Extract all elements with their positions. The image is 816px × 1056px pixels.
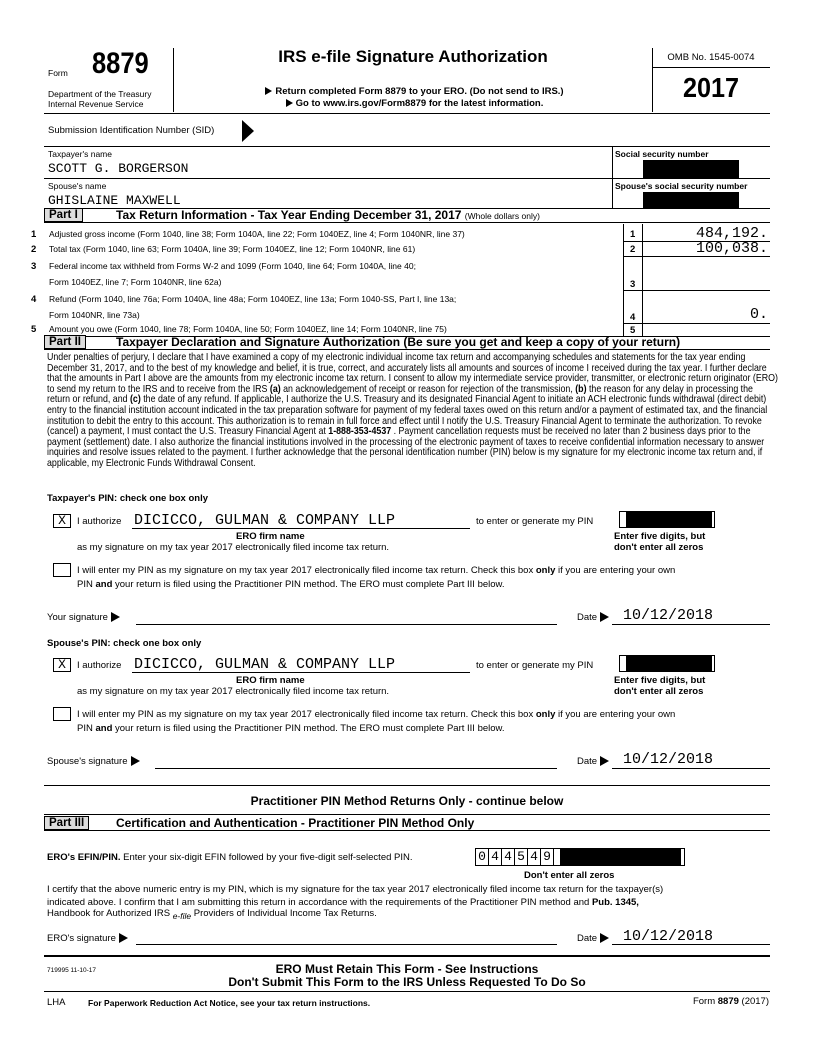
arrow-icon (600, 612, 609, 622)
arrow-icon (286, 99, 293, 107)
arrow-icon (131, 756, 140, 766)
efin-digit: 4 (502, 849, 515, 865)
ero-date[interactable]: 10/12/2018 (623, 928, 714, 945)
part1-header (44, 208, 770, 223)
spouse-self-pin-checkbox[interactable] (53, 707, 71, 721)
spouse-ero-firm-name[interactable]: DICICCO, GULMAN & COMPANY LLP (134, 656, 396, 673)
arrow-icon (111, 612, 120, 622)
arrow-icon (600, 933, 609, 943)
omb-number: OMB No. 1545-0074 (667, 52, 755, 63)
instruction-website[interactable]: Go to www.irs.gov/Form8879 for the latest information. (295, 98, 544, 109)
form-code: 719995 11-10-17 (47, 967, 97, 974)
irs-label: Internal Revenue Service (48, 99, 144, 109)
self-pin-checkbox[interactable] (53, 563, 71, 577)
agi-value[interactable]: 484,192. (695, 225, 768, 242)
lha-label: LHA (47, 997, 66, 1008)
part1-title: Tax Return Information - Tax Year Ending December 31, 2017 (116, 208, 462, 222)
taxpayer-name-label: Taxpayer's name (48, 149, 112, 159)
pin-redacted (560, 849, 681, 865)
part2-header (44, 335, 770, 350)
spouse-date[interactable]: 10/12/2018 (623, 751, 714, 768)
retain-notice: ERO Must Retain This Form - See Instructions (275, 962, 539, 976)
your-signature-line[interactable] (136, 624, 557, 625)
taxpayer-pin-title: Taxpayer's PIN: check one box only (47, 493, 208, 504)
spouse-ssn-label: Spouse's social security number (615, 181, 748, 191)
efin-digit: 4 (528, 849, 541, 865)
paperwork-notice: For Paperwork Reduction Act Notice, see your tax return instructions. (88, 998, 371, 1008)
efin-digit: 4 (489, 849, 502, 865)
total-tax-value[interactable]: 100,038. (695, 240, 768, 257)
authorize-label: I authorize (77, 516, 122, 527)
part1-label: Part I (44, 208, 83, 222)
efin-digit: 9 (541, 849, 554, 865)
arrow-icon (119, 933, 128, 943)
arrow-icon (600, 756, 609, 766)
efin-digit: 0 (476, 849, 489, 865)
efin-label: ERO's EFIN/PIN. (47, 852, 121, 863)
form-label: Form (48, 68, 68, 78)
ssn-redacted (643, 160, 739, 178)
spouse-name[interactable]: GHISLAINE MAXWELL (48, 193, 181, 208)
part2-label: Part II (44, 335, 86, 349)
spouse-signature-line[interactable] (155, 768, 557, 769)
arrow-icon (242, 120, 254, 142)
spouse-pin-field[interactable] (619, 655, 715, 672)
tax-year: 2017 (682, 72, 740, 103)
part3-header (44, 816, 770, 831)
spouse-name-label: Spouse's name (48, 181, 107, 191)
ero-signature-label: ERO's signature (47, 933, 116, 944)
instruction-return: Return completed Form 8879 to your ERO. (Do not send to IRS.) (275, 86, 564, 97)
spouse-signature-label: Spouse's signature (47, 756, 128, 767)
ero-signature-line[interactable] (136, 944, 557, 945)
sid-label: Submission Identification Number (SID) (48, 125, 215, 136)
spouse-pin-title: Spouse's PIN: check one box only (47, 638, 202, 649)
practitioner-heading: Practitioner PIN Method Returns Only - continue below (250, 794, 564, 808)
your-signature-label: Your signature (47, 612, 108, 623)
refund-value[interactable]: 0. (749, 306, 768, 323)
spouse-authorize-ero-checkbox[interactable]: X (53, 658, 71, 672)
efin-digit: 5 (515, 849, 528, 865)
form-ref: Form 8879 (2017) (692, 996, 769, 1007)
part3-label: Part III (44, 816, 89, 830)
spouse-ssn-redacted (643, 192, 739, 209)
part3-title: Certification and Authentication - Practitioner PIN Method Only (116, 816, 475, 830)
taxpayer-name[interactable]: SCOTT G. BORGERSON (48, 161, 189, 176)
part2-title: Taxpayer Declaration and Signature Authorization (Be sure you get and keep a copy of your return) (116, 335, 681, 349)
dont-submit-notice: Don't Submit This Form to the IRS Unless Requested To Do So (228, 975, 586, 989)
part1-note: (Whole dollars only) (464, 211, 540, 221)
ero-firm-name[interactable]: DICICCO, GULMAN & COMPANY LLP (134, 512, 396, 529)
form-title: IRS e-file Signature Authorization (278, 47, 548, 66)
taxpayer-date[interactable]: 10/12/2018 (623, 607, 714, 624)
arrow-icon (265, 87, 272, 95)
declaration-paragraph: Under penalties of perjury, I declare that I have examined a copy of my electronic individual income tax return and accompanying schedules and statements for the tax year ending December 31, 2017, and to the best of my knowledge and belief, it is true, correct, and accurately lists all amounts and sources of income I received during the tax year. I further declare that the amounts in Part I above are the amounts from my electronic income tax return. I consent to allow my intermediate service provider, transmitter, or electronic return originator (ERO) to send my return to the IRS and to receive from the IRS (a) an acknowledgement of receipt or reason for rejection of the transmission, (b) the reason for any delay in processing the return or refund, and (c) the date of any refund. If applicable, I authorize the U.S. Treasury and its designated Financial Agent to initiate an ACH electronic funds withdrawal (direct debit) entry to the financial institution account indicated in the tax preparation software for payment of my federal taxes owed on this return and/or a payment of estimated tax, and the financial institution to debit the entry to this account. This authorization is to remain in full force and effect until I notify the U.S. Treasury Financial Agent to terminate the authorization. To revoke (cancel) a payment, I must contact the U.S. Treasury Financial Agent at 1-888-353-4537 . Payment cancellation requests must be received no later than 2 business days prior to the payment (settlement) date. I also authorize the financial institutions involved in the processing of the electronic payment of taxes to receive confidential information necessary to answer inquiries and resolve issues related to the payment. I further acknowledge that the personal identification number (PIN) below is my signature for my electronic income tax return and, if applicable, my Electronic Funds Withdrawal Consent. (47, 352, 778, 469)
dept-treasury: Department of the Treasury (48, 89, 152, 99)
authorize-ero-checkbox[interactable]: X (53, 514, 71, 528)
ssn-label: Social security number (615, 149, 709, 159)
form-number: 8879 (92, 47, 149, 80)
taxpayer-pin-field[interactable] (619, 511, 715, 528)
